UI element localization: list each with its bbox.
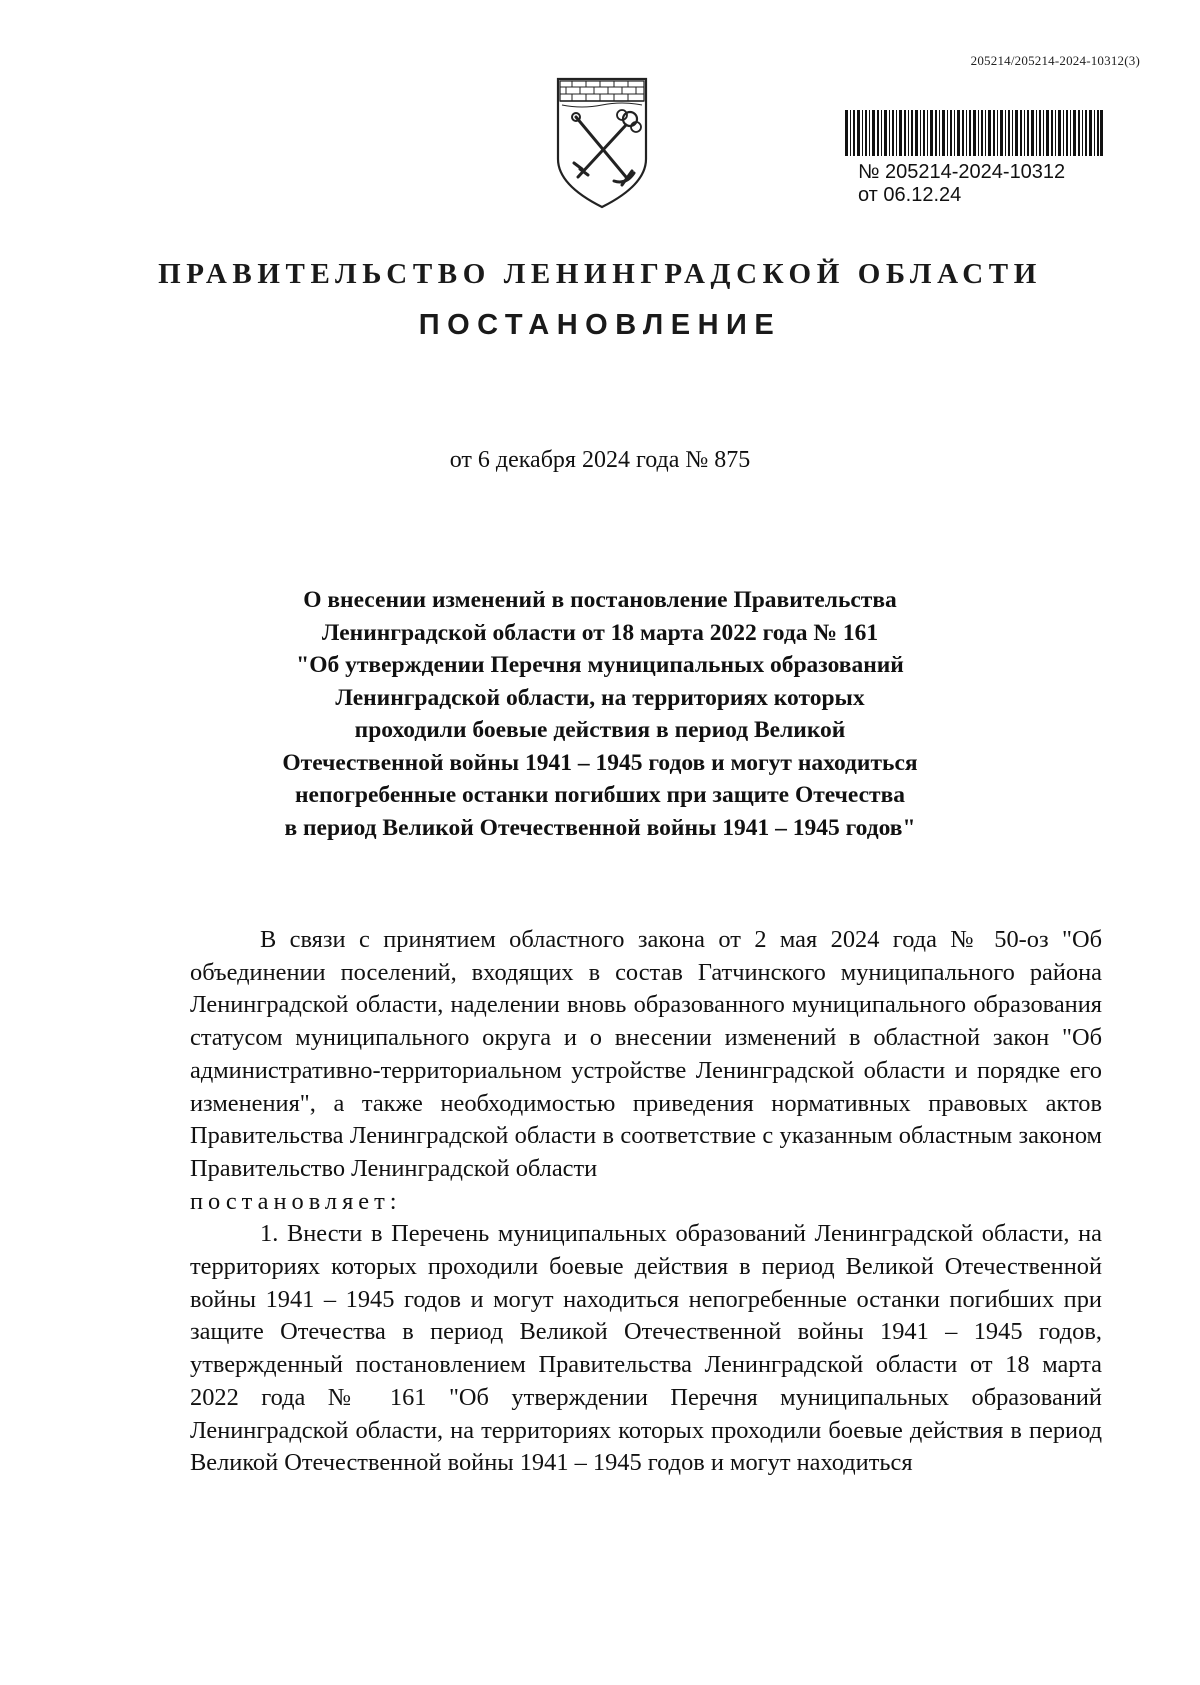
- subject-line: Ленинградской области от 18 марта 2022 года № 161: [321, 619, 879, 646]
- coat-of-arms-icon: [552, 73, 652, 213]
- registration-stamp: [858, 161, 1065, 207]
- clause-1-paragraph: 1. Внести в Перечень муниципальных образований Ленинградской области, на территориях которых проходили боевые действия в период Великой Отечественной войны 1941 – 1945 годов и могут находиться непогребенные останки погибших при защите Отечества в период Великой Отечественной войны 1941 – 1945 годов, утвержденный постановлением Правительства Ленинградской области от 18 марта 2022 года № 161 "Об утверждении Перечня муниципальных образований Ленинградской области, на территориях которых проходили боевые действия в период Великой Отечественной войны 1941 – 1945 годов и могут находиться: [190, 1220, 1102, 1477]
- subject-line: в период Великой Отечественной войны 1941 – 1945 годов": [284, 814, 916, 841]
- subject-line: непогребенные останки погибших при защите Отечества: [294, 782, 906, 808]
- document-body: [190, 924, 1102, 1480]
- subject-line: Ленинградской области, на территориях которых: [335, 684, 865, 711]
- registration-number: № 205214-2024-10312: [858, 161, 1066, 183]
- registration-date: от 06.12.24: [858, 184, 962, 206]
- subject-line: проходили боевые действия в период Великой: [354, 717, 846, 743]
- document-type: ПОСТАНОВЛЕНИЕ: [418, 309, 782, 341]
- resolves-word: постановляет:: [190, 1187, 402, 1215]
- document-subject: [150, 584, 1050, 844]
- document-id-code: 205214/205214-2024-10312(3): [970, 53, 1140, 68]
- subject-line: О внесении изменений в постановление Правительства: [303, 587, 897, 613]
- government-title: ПРАВИТЕЛЬСТВО ЛЕНИНГРАДСКОЙ ОБЛАСТИ: [158, 258, 1042, 290]
- preamble-paragraph: В связи с принятием областного закона от 2 мая 2024 года № 50-оз "Об объединении поселений, входящих в состав Гатчинского муниципального района Ленинградской области, наделении вновь образованного муниципального образования статусом муниципального округа и о внесении изменений в областной закон "Об административно-территориальном устройстве Ленинградской области и порядке его изменения", а также необходимостью приведения нормативных правовых актов Правительства Ленинградской области в соответствие с указанным областным законом Правительство Ленинградской области: [190, 926, 1102, 1182]
- document-date-number: от 6 декабря 2024 года № 875: [449, 447, 751, 473]
- barcode-icon: [845, 110, 1103, 156]
- subject-line: "Об утверждении Перечня муниципальных образований: [296, 652, 904, 678]
- subject-line: Отечественной войны 1941 – 1945 годов и могут находиться: [282, 749, 918, 776]
